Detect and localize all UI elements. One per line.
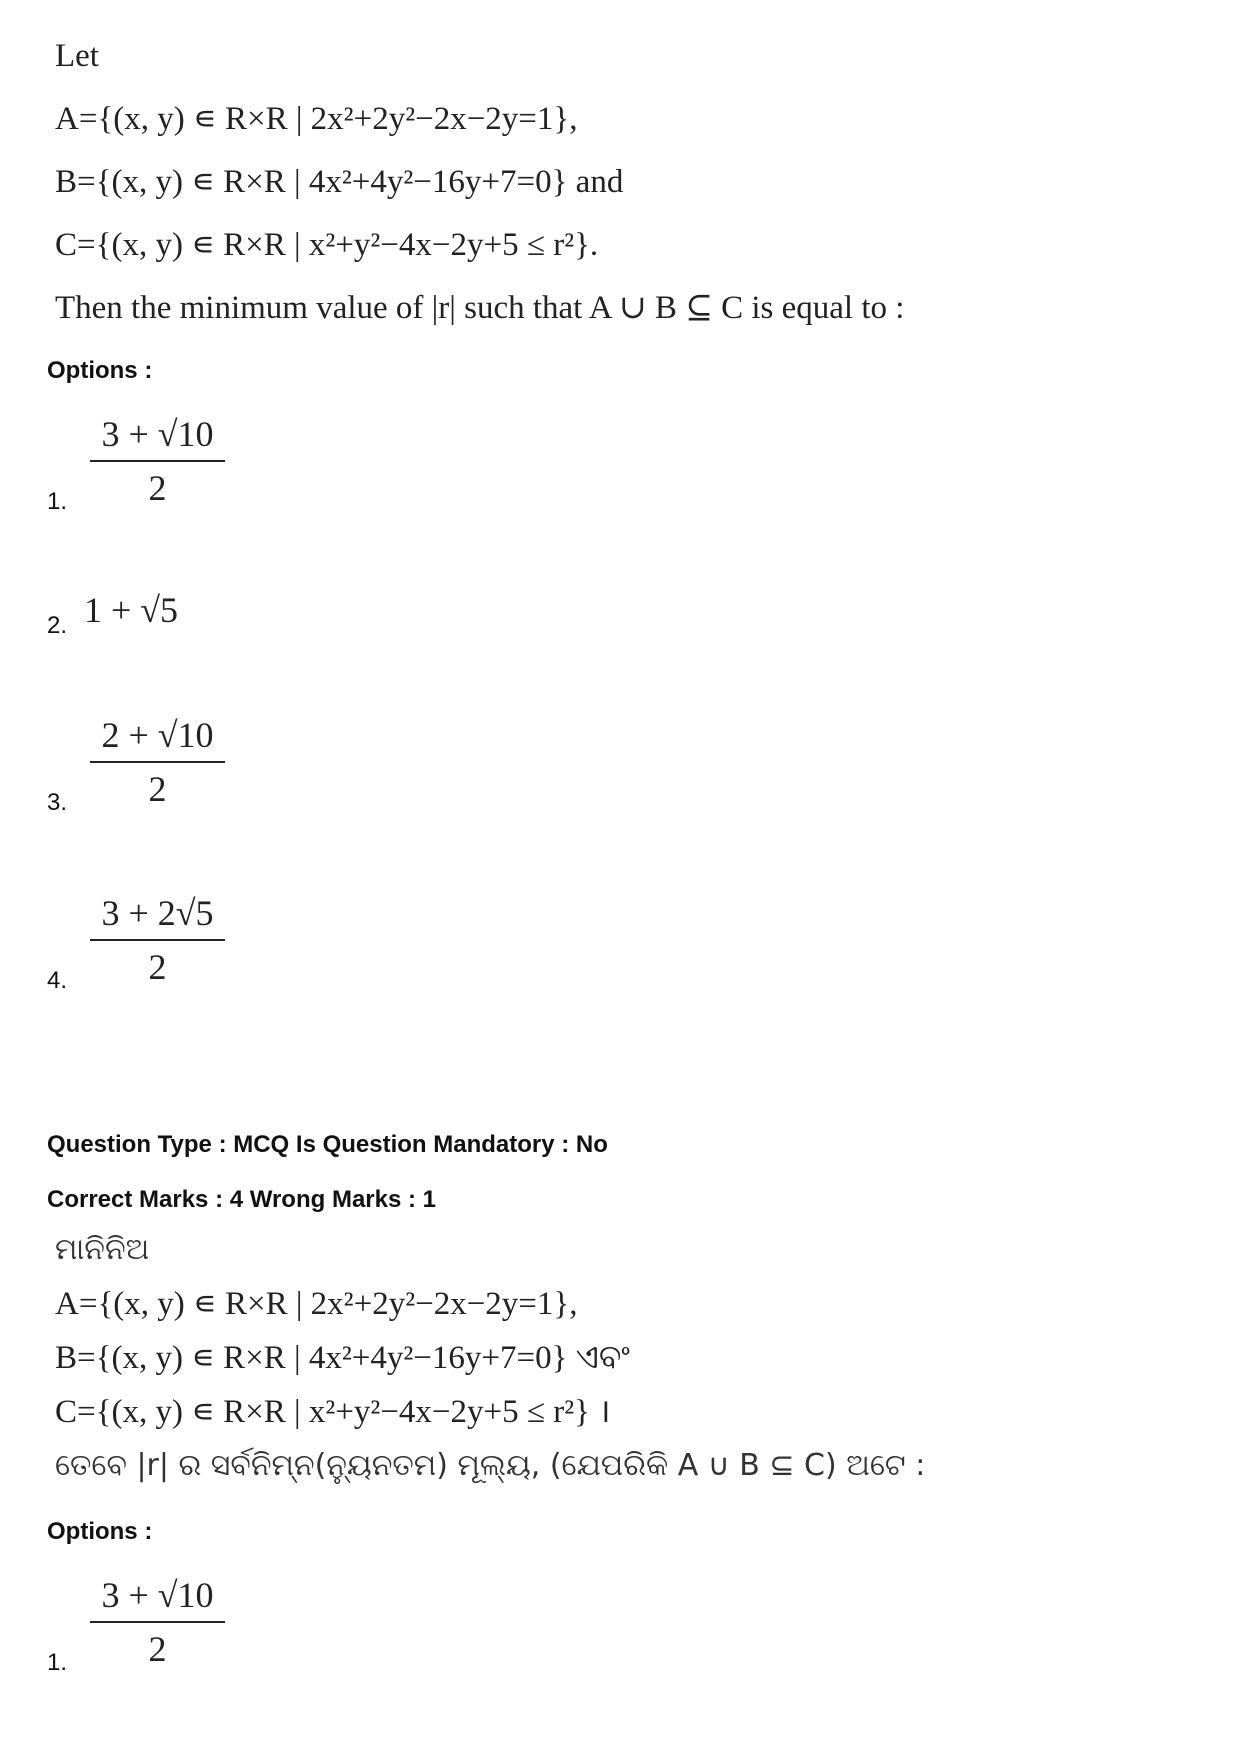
- set-a-definition: A={(x, y) ∊ R×R | 2x²+2y²−2x−2y=1},: [55, 101, 578, 137]
- set-c-definition: C={(x, y) ∊ R×R | x²+y²−4x−2y+5 ≤ r²}.: [55, 227, 599, 263]
- option-1-denominator: 2: [148, 468, 167, 508]
- odia-intro-text: ମାନିନିଅ: [55, 1232, 150, 1267]
- odia-set-b-definition: B={(x, y) ∊ R×R | 4x²+4y²−16y+7=0} ଏବଂ: [55, 1340, 630, 1376]
- option-1-numerator: 3 + √10: [90, 414, 225, 462]
- odia-option-1-number: 1.: [47, 1649, 68, 1676]
- option-2-number: 2.: [47, 612, 68, 639]
- marks-line: Correct Marks : 4 Wrong Marks : 1: [47, 1186, 437, 1213]
- intro-text: Let: [55, 38, 99, 74]
- question-text: Then the minimum value of |r| such that A ∪ B ⊆ C is equal to :: [55, 290, 905, 326]
- odia-option-1-expression: [90, 1575, 225, 1669]
- question-type-line: Question Type : MCQ Is Question Mandatory : No: [47, 1131, 608, 1158]
- option-3-numerator: 2 + √10: [90, 715, 225, 763]
- option-2-expression: 1 + √5: [84, 590, 179, 630]
- set-b-definition: B={(x, y) ∊ R×R | 4x²+4y²−16y+7=0} and: [55, 164, 624, 200]
- options-label: Options :: [47, 357, 153, 384]
- option-1-expression: [90, 414, 225, 508]
- option-4-denominator: 2: [148, 947, 167, 987]
- odia-option-1-denominator: 2: [148, 1629, 167, 1669]
- option-4-number: 4.: [47, 967, 68, 994]
- option-3-expression: [90, 715, 225, 809]
- option-1-number: 1.: [47, 488, 68, 515]
- odia-set-a-definition: A={(x, y) ∊ R×R | 2x²+2y²−2x−2y=1},: [55, 1286, 578, 1322]
- option-4-numerator: 3 + 2√5: [90, 893, 225, 941]
- option-3-denominator: 2: [148, 769, 167, 809]
- odia-question-text: ତେବେ |r| ର ସର୍ବନିମ୍ନ(ନ୍ୟୁନତମ) ମୂଲ୍ୟ, (ଯେପରିକି A ∪ B ⊆ C) ଅଟେ :: [55, 1448, 926, 1483]
- odia-options-label: Options :: [47, 1518, 153, 1545]
- odia-set-c-definition: C={(x, y) ∊ R×R | x²+y²−4x−2y+5 ≤ r²} ।: [55, 1394, 611, 1430]
- option-3-number: 3.: [47, 789, 68, 816]
- odia-option-1-numerator: 3 + √10: [90, 1575, 225, 1623]
- option-4-expression: [90, 893, 225, 987]
